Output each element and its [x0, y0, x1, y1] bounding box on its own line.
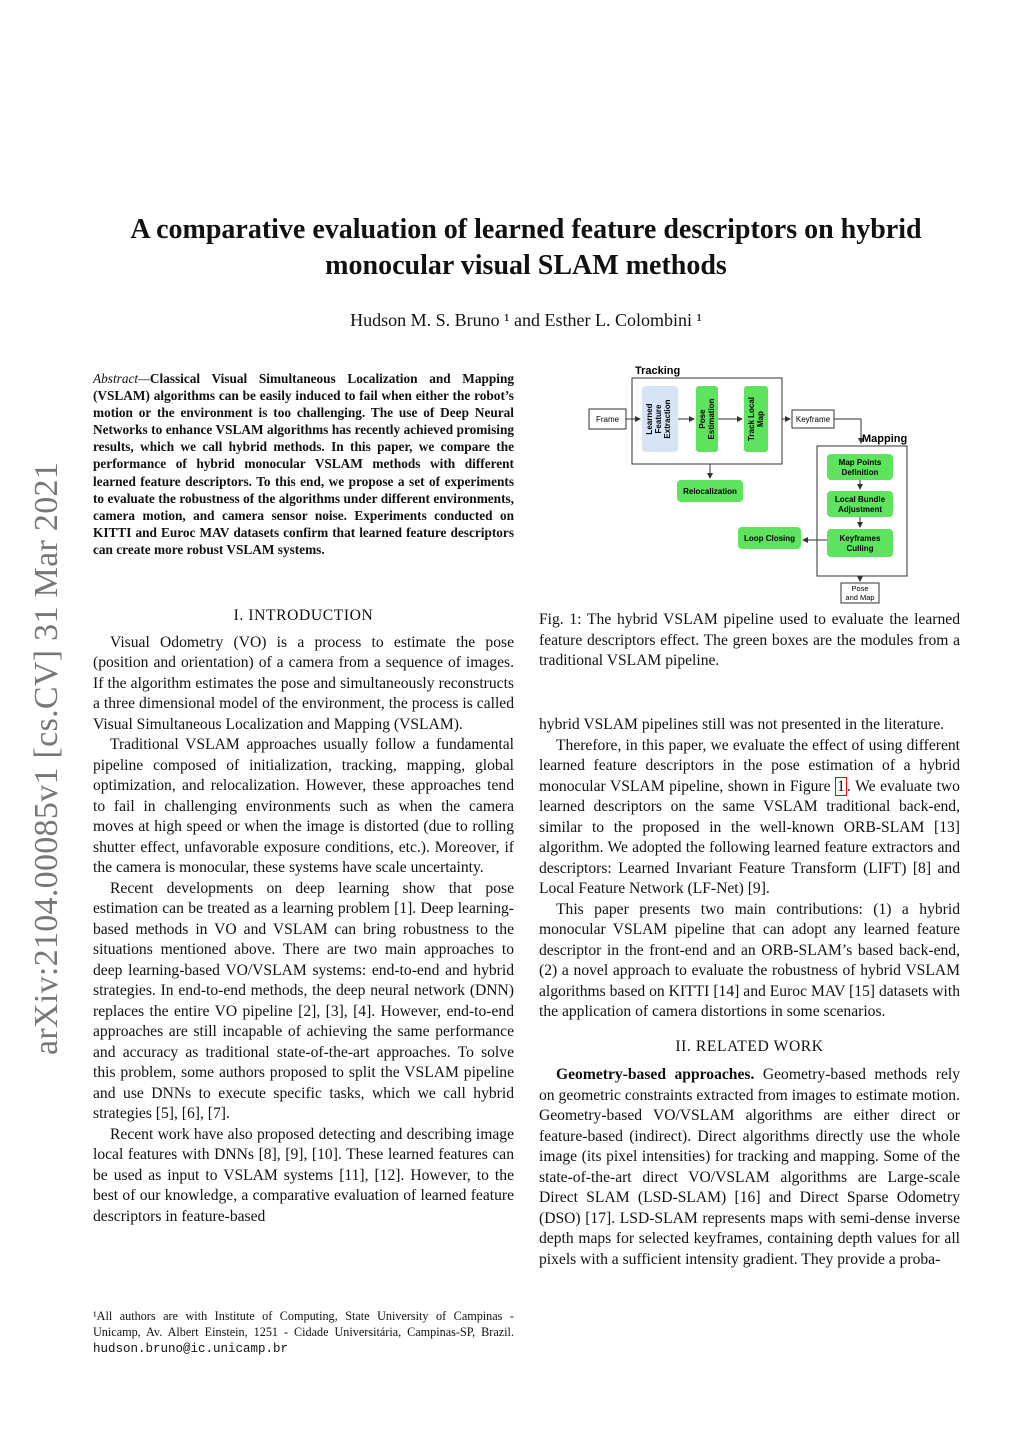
kf-culling-line-2: Culling	[846, 544, 874, 553]
related-text: Geometry-based methods rely on geometric constraints extracted from images to estimate motion. Geometry-based VO/VSLAM algorithms are either direct or feature-based (indirect). Direct algorithms directly use the whole image (its pixel intensities) for tracking and mapping. Some of the state-of-the-art direct VO/VSLAM algorithms are Large-scale Direct SLAM (LSD-SLAM) [16] and Direct Sparse Odometry (DSO) [17]. LSD-SLAM represents maps with semi-dense inverse depth maps for selected keyframes, containing depth values for all pixels with a sufficient intensity gradient. They provide a proba-	[539, 1066, 960, 1268]
track-line-2: Map	[756, 411, 765, 427]
section-heading-introduction: I. INTRODUCTION	[233, 607, 374, 624]
pipeline-diagram	[585, 360, 915, 605]
arrow-keyframe	[834, 419, 861, 443]
learned-line-1: Learned	[645, 403, 654, 435]
figure-caption: Fig. 1: The hybrid VSLAM pipeline used to evaluate the learned feature descriptors effect. The green boxes are the modules from a traditional VSLAM pipeline.	[539, 611, 960, 669]
pose-map-line-2: and Map	[845, 593, 875, 602]
intro-paragraph-4: Recent work have also proposed detecting and describing image local features with DNNs [8], [9], [10]. These learned features can be used as input to VSLAM systems [11], [12]. However, to the best of our knowledge, a comparative evaluation of learned feature descriptors in feature-based	[93, 1125, 514, 1225]
intro-paragraph-2: Traditional VSLAM approaches usually follow a fundamental pipeline composed of initialization, tracking, mapping, global optimization, and relocalization. However, these approaches tend to fail in challenging environments such as when the camera moves at high speed or when the image is distorted (due to rolling shutter effect, unfavorable exposure conditions, etc.). Moreover, if the camera is monocular, these systems have scale uncertainty.	[93, 736, 514, 876]
intro-paragraph-3: Recent developments on deep learning show that pose estimation can be treated as a learning problem [1]. Deep learning-based methods in VO and VSLAM can bring robustness to the situations mentioned above. There are two main approaches to deep learning-based VO/VSLAM systems: end-to-end and hybrid strategies. In end-to-end methods, the deep neural network (DNN) replaces the entire VO pipeline [2], [3], [4]. However, end-to-end approaches are still incapable of achieving the same performance and accuracy as traditional state-of-the-art approaches. To solve this problem, some authors proposed to split the VSLAM pipeline and use DNNs to execute specific tasks, which we call hybrid strategies [5], [6], [7].	[93, 879, 514, 1122]
local-ba-line-1: Local Bundle	[834, 495, 886, 504]
intro-paragraph-1: Visual Odometry (VO) is a process to estimate the pose (position and orientation) of a camera from a sequence of images. If the algorithm estimates the pose and simultaneously reconstructs a three dimensional model of the environment, the process is called Visual Simultaneous Localization and Mapping (VSLAM).	[93, 633, 514, 733]
relocalization-label: Relocalization	[683, 487, 737, 496]
keyframe-label: Keyframe	[795, 415, 831, 424]
related-paragraph-1	[539, 1065, 960, 1270]
abstract-text: Classical Visual Simultaneous Localization and Mapping (VSLAM) algorithms can be easily induced to fail when either the robot’s motion or the environment is too challenging. The use of Deep Neural Networks to enhance VSLAM algorithms has recently achieved promising results, which we call hybrid methods. In this paper, we compare the performance of hybrid monocular VSLAM methods with different learned feature descriptors. To this end, we propose a set of experiments to evaluate the robustness of the algorithms under different environments, camera motion, and camera sensor noise. Experiments conducted on KITTI and Euroc MAV datasets confirm that learned feature descriptors can create more robust VSLAM systems.	[93, 371, 514, 557]
pose-map-line-1: Pose	[851, 584, 869, 593]
right-column	[539, 715, 960, 1270]
right-paragraph-1-b: . We evaluate two learned descriptors on the same VSLAM traditional back-end, similar to the proposed in the well-known ORB-SLAM [13] algorithm. We adopted the following learned feature extractors and descriptors: Learned Invariant Feature Transform (LIFT) [8] and Local Feature Network (LF-Net) [9].	[539, 777, 960, 897]
pose-line-1: Pose	[698, 409, 707, 429]
figure-1-reference[interactable]: 1	[837, 777, 845, 795]
abstract-label: Abstract—	[93, 371, 150, 386]
tracking-label: Tracking	[635, 365, 681, 377]
right-paragraph-0: hybrid VSLAM pipelines still was not presented in the literature.	[539, 716, 945, 733]
abstract	[93, 370, 514, 558]
author-line: Hudson M. S. Bruno ¹ and Esther L. Colombini ¹	[350, 310, 702, 330]
footnote-text: ¹All authors are with Institute of Computing, State University of Campinas - Unicamp, Av. Albert Einstein, 1251 - Cidade Universitária, Campinas-SP, Brazil.	[93, 1309, 514, 1339]
footnote-email: hudson.bruno@ic.unicamp.br	[93, 1342, 289, 1356]
frame-label: Frame	[595, 415, 620, 424]
track-line-1: Track Local	[747, 396, 756, 442]
right-paragraph-1	[539, 736, 960, 900]
section-heading-related-work: II. RELATED WORK	[675, 1037, 824, 1055]
arxiv-identifier: arXiv:2104.00085v1 [cs.CV] 31 Mar 2021	[28, 461, 65, 1055]
footnote	[93, 1308, 514, 1357]
left-column	[93, 606, 514, 1227]
right-paragraph-2: This paper presents two main contributions: (1) a hybrid monocular VSLAM pipeline that can adopt any learned feature descriptor in the front-end and an ORB-SLAM’s based back-end, (2) a novel approach to evaluate the robustness of hybrid VSLAM algorithms based on KITTI [14] and Euroc MAV [15] datasets with the application of camera distortions in some scenarios.	[539, 900, 960, 1020]
map-points-line-2: Definition	[841, 468, 879, 477]
local-ba-line-2: Adjustment	[838, 505, 882, 514]
kf-culling-line-1: Keyframes	[839, 534, 881, 543]
right-paragraph-1-a: Therefore, in this paper, we evaluate the effect of using different learned feature descriptors in the pose estimation of a hybrid monocular VSLAM pipeline, shown in Figure	[539, 736, 960, 795]
mapping-label: Mapping	[862, 433, 908, 445]
loop-closing-label: Loop Closing	[743, 534, 796, 543]
related-lead: Geometry-based approaches.	[556, 1066, 755, 1083]
pose-line-2: Estimation	[707, 398, 716, 440]
paper-title: A comparative evaluation of learned feature descriptors on hybrid monocular visual SLAM methods	[130, 214, 922, 281]
learned-line-2: Feature	[654, 404, 663, 434]
map-points-line-1: Map Points	[838, 458, 882, 467]
learned-line-3: Extraction	[663, 399, 672, 439]
